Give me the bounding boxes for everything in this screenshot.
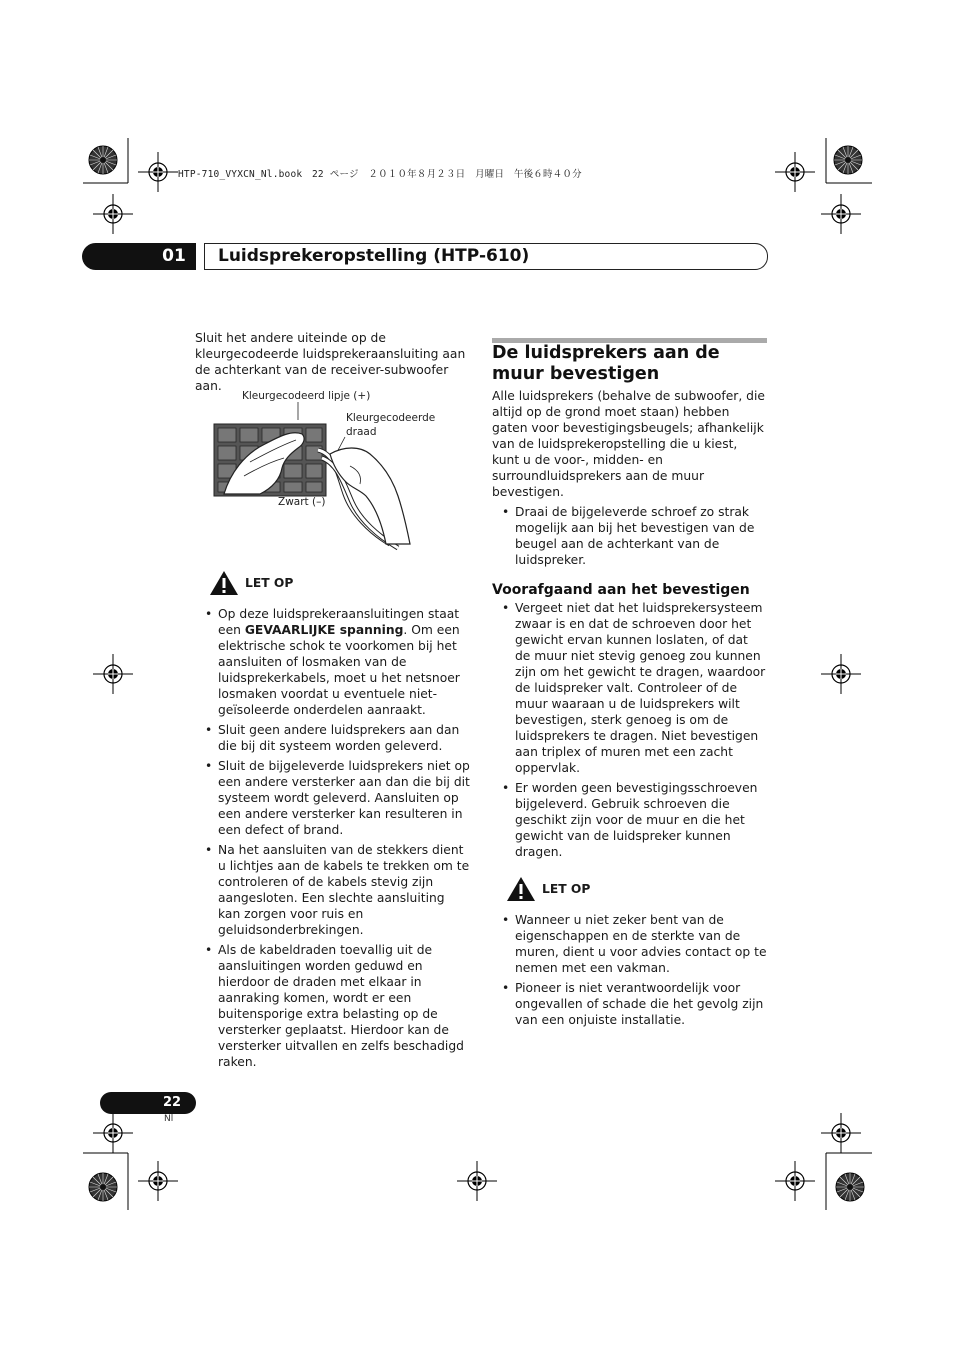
list-item: • Wanneer u niet zeker bent van de eigenschappen en de sterkte van de muren, dient u voor advies contact op te nemen met een vakman. bbox=[492, 912, 767, 976]
section-intro: Alle luidsprekers (behalve de subwoofer, die altijd op de grond moet staan) hebben gaten voor bevestigingsbeugels; afhankelijk van de luidsprekeropstelling die u kiest, kunt u de voor-, midden- en surroundluidsprekers aan de muur bevestigen. bbox=[492, 389, 765, 499]
page-number: 22 bbox=[162, 1095, 182, 1110]
caution-heading: LET OP bbox=[245, 576, 294, 590]
warning-triangle-icon bbox=[209, 570, 239, 596]
registration-mark-icon bbox=[775, 1161, 815, 1201]
intro-list bbox=[492, 504, 767, 568]
label-wire-2: draad bbox=[346, 426, 377, 438]
list-item: • Pioneer is niet verantwoordelijk voor ongevallen of schade die het gevolg zijn van een onjuiste installatie. bbox=[492, 980, 767, 1028]
list-item: • Sluit de bijgeleverde luidsprekers niet op een andere versterker aan dan die bij dit systeem wordt geleverd. Aansluiten op een andere versterker kan resulteren in een defect of brand. bbox=[195, 758, 470, 838]
list-item: • Na het aansluiten van de stekkers dient u lichtjes aan de kabels te trekken om te controleren of de kabels stevig zijn aangesloten. Een slechte aansluiting kan zorgen voor ruis en geluidsonderbrekingen. bbox=[195, 842, 470, 938]
registration-mark-icon bbox=[821, 194, 861, 234]
registration-mark-icon bbox=[138, 152, 178, 192]
registration-mark-icon bbox=[457, 1161, 497, 1201]
caution-header bbox=[209, 570, 470, 596]
intro-text: Sluit het andere uiteinde op de kleurgecodeerde luidsprekeraansluiting aan de achterkant van de receiver-subwoofer aan. bbox=[195, 331, 466, 393]
list-item: • Draai de bijgeleverde schroef zo strak mogelijk aan bij het bevestigen van de beugel aan de achterkant van de luidspreker. bbox=[492, 504, 767, 568]
danger-emphasis: GEVAARLIJKE spanning bbox=[244, 623, 404, 637]
language-code: Nl bbox=[164, 1114, 174, 1124]
right-content bbox=[492, 388, 767, 1032]
registration-mark-icon bbox=[93, 654, 133, 694]
left-caution-section bbox=[195, 570, 470, 1074]
registration-mark-icon bbox=[93, 1113, 133, 1153]
registration-mark-icon bbox=[138, 1161, 178, 1201]
print-info: HTP-710_VYXCN_Nl.book 22 ページ ２０１０年８月２３日 月曜日 午後６時４０分 bbox=[178, 169, 582, 180]
registration-mark-icon bbox=[775, 152, 815, 192]
registration-mark-icon bbox=[821, 654, 861, 694]
caution-list bbox=[492, 912, 767, 1028]
chapter-number: 01 bbox=[162, 246, 186, 266]
chapter-title: Luidsprekeropstelling (HTP-610) bbox=[218, 246, 530, 266]
list-item: • Als de kabeldraden toevallig uit de aansluitingen worden geduwd en hierdoor de draden met elkaar in aanraking komen, wordt er een buitensporige extra belasting op de versterker geplaatst. Hierdoor kan de versterker uitvallen en zelfs beschadigd raken. bbox=[195, 942, 470, 1070]
speaker-connection-diagram bbox=[210, 384, 475, 552]
before-list bbox=[492, 600, 767, 860]
list-item: • Er worden geen bevestigingsschroeven bijgeleverd. Gebruik schroeven die geschikt zijn voor de muur en die het gewicht van de luidspreker kunnen dragen. bbox=[492, 780, 767, 860]
label-wire-1: Kleurgecodeerde bbox=[346, 412, 436, 424]
caution-list bbox=[195, 606, 470, 1070]
starburst-target-icon bbox=[89, 146, 117, 174]
caution-heading: LET OP bbox=[542, 882, 591, 896]
caution-header bbox=[506, 876, 767, 902]
starburst-target-icon bbox=[834, 146, 862, 174]
label-plus: Kleurgecodeerd lipje (+) bbox=[242, 390, 371, 402]
subheading: Voorafgaand aan het bevestigen bbox=[492, 582, 750, 598]
section-heading: De luidsprekers aan de muur bevestigen bbox=[492, 343, 720, 384]
starburst-target-icon bbox=[836, 1173, 864, 1201]
starburst-target-icon bbox=[89, 1173, 117, 1201]
registration-mark-icon bbox=[821, 1113, 861, 1153]
list-item: • Op deze luidsprekeraansluitingen staat een GEVAARLIJKE spanning. Om een elektrische schok te voorkomen bij het aansluiten of losmaken van de luidsprekerkabels, moet u het netsnoer losmaken voordat u eventuele niet-geïsoleerde onderdelen aanraakt. bbox=[195, 606, 470, 718]
warning-triangle-icon bbox=[506, 876, 536, 902]
registration-mark-icon bbox=[93, 194, 133, 234]
list-item: • Sluit geen andere luidsprekers aan dan die bij dit systeem worden geleverd. bbox=[195, 722, 470, 754]
list-item: • Vergeet niet dat het luidsprekersysteem zwaar is en dat de schroeven door het gewicht ervan kunnen loslaten, of dat de muur niet stevig genoeg zou kunnen zijn om het gewicht te dragen, waardoor de luidspreker valt. Controleer of de muur waaraan u de luidsprekers wilt bevestigen, sterk genoeg is om de luidsprekers te dragen. Niet bevestigen aan triplex of muren met een zacht oppervlak. bbox=[492, 600, 767, 776]
label-minus: Zwart (–) bbox=[278, 496, 326, 508]
